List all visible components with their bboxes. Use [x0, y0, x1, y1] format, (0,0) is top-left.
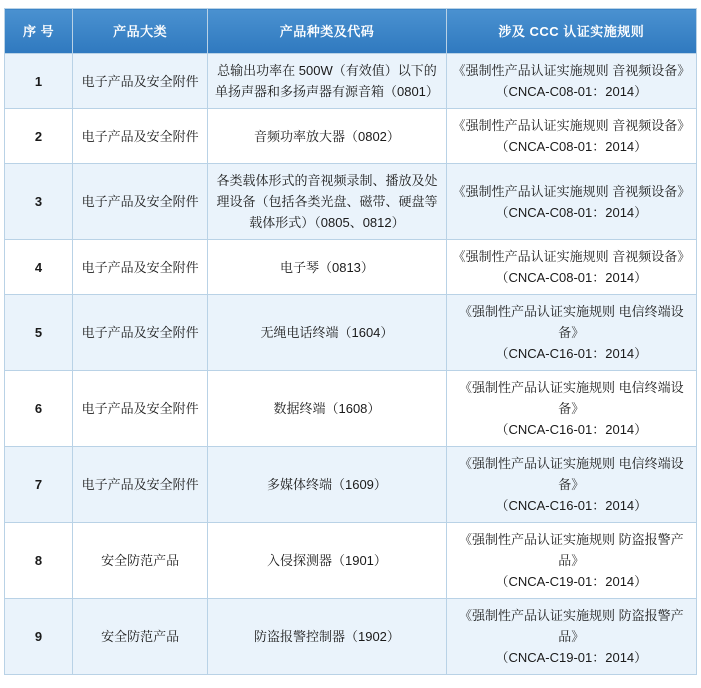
cell-number: 6 [5, 371, 73, 447]
column-header-category: 产品大类 [73, 9, 208, 54]
cell-rule-line: （CNCA-C08-01：2014） [495, 204, 648, 220]
cell-rule-line: （CNCA-C19-01：2014） [495, 650, 648, 665]
cell-number: 2 [5, 109, 73, 164]
cell-rule [446, 371, 696, 447]
cell-product-kind [208, 295, 446, 371]
column-header-number: 序 号 [5, 9, 73, 54]
table-row [5, 447, 697, 523]
column-header-rule: 涉及 CCC 认证实施规则 [446, 9, 696, 54]
cell-product-kind [208, 371, 446, 447]
cell-product-kind-line: 单扬声器和多扬声器有源音箱（0801） [214, 84, 439, 99]
cell-product-kind [208, 523, 446, 599]
cell-rule [446, 599, 696, 675]
cell-product-kind-line: 多媒体终端（1609） [266, 477, 387, 492]
cell-category: 电子产品及安全附件 [73, 164, 208, 240]
cell-rule-line: （CNCA-C16-01：2014） [495, 498, 648, 513]
cell-rule-line: （CNCA-C08-01：2014） [495, 270, 648, 285]
cell-number: 4 [5, 240, 73, 295]
cell-rule [446, 447, 696, 523]
cell-product-kind-line: 载体形式）（0805、0812） [249, 215, 405, 230]
table-row [5, 164, 697, 240]
table-body [5, 54, 697, 675]
table-row [5, 295, 697, 371]
cell-rule [446, 523, 696, 599]
cell-rule-line: 《强制性产品认证实施规则 电信终端设备》 [459, 456, 684, 492]
cell-product-kind-line: 各类载体形式的音视频录制、播放及处 [216, 173, 438, 188]
cell-rule-line: 《强制性产品认证实施规则 音视频设备》 [452, 118, 691, 133]
cell-product-kind [208, 447, 446, 523]
table-row [5, 54, 697, 109]
table-row [5, 109, 697, 164]
cell-rule [446, 109, 696, 164]
ccc-certification-table [4, 8, 697, 675]
cell-number: 9 [5, 599, 73, 675]
cell-product-kind [208, 109, 446, 164]
cell-product-kind-line: 无绳电话终端（1604） [260, 325, 394, 340]
cell-rule-line: （CNCA-C19-01：2014） [495, 574, 648, 589]
cell-number: 8 [5, 523, 73, 599]
cell-rule [446, 164, 696, 240]
table-header [5, 9, 697, 54]
cell-category: 电子产品及安全附件 [73, 447, 208, 523]
cell-rule-line: 《强制性产品认证实施规则 音视频设备》 [452, 63, 691, 78]
cell-product-kind-line: 入侵探测器（1901） [266, 553, 387, 568]
cell-rule-line: （CNCA-C08-01：2014） [495, 84, 648, 99]
cell-product-kind-line: 电子琴（0813） [279, 259, 374, 275]
table-row [5, 240, 697, 295]
cell-rule [446, 295, 696, 371]
cell-number: 3 [5, 164, 73, 240]
cell-product-kind [208, 599, 446, 675]
cell-rule-line: 《强制性产品认证实施规则 音视频设备》 [452, 249, 691, 264]
cell-category: 电子产品及安全附件 [73, 54, 208, 109]
cell-rule-line: 《强制性产品认证实施规则 防盗报警产品》 [459, 608, 684, 644]
cell-rule-line: （CNCA-C16-01：2014） [495, 422, 648, 437]
cell-product-kind [208, 54, 446, 109]
cell-category: 电子产品及安全附件 [73, 371, 208, 447]
cell-rule-line: （CNCA-C16-01：2014） [495, 346, 648, 361]
cell-product-kind-line: 音频功率放大器（0802） [253, 128, 400, 144]
cell-product-kind-line: 数据终端（1608） [273, 401, 381, 416]
cell-product-kind-line: 理设备（包括各类光盘、磁带、硬盘等 [216, 194, 438, 209]
cell-category: 电子产品及安全附件 [73, 295, 208, 371]
cell-rule-line: 《强制性产品认证实施规则 音视频设备》 [452, 183, 691, 199]
table-row [5, 599, 697, 675]
cell-rule-line: （CNCA-C08-01：2014） [495, 139, 648, 154]
cell-number: 1 [5, 54, 73, 109]
column-header-product-kind: 产品种类及代码 [208, 9, 446, 54]
cell-rule-line: 《强制性产品认证实施规则 电信终端设备》 [459, 304, 684, 340]
cell-category: 安全防范产品 [73, 523, 208, 599]
cell-product-kind [208, 164, 446, 240]
table-row [5, 523, 697, 599]
cell-product-kind-line: 防盗报警控制器（1902） [253, 629, 400, 644]
table-header-row [5, 9, 697, 54]
cell-category: 电子产品及安全附件 [73, 240, 208, 295]
cell-rule [446, 240, 696, 295]
table-row [5, 371, 697, 447]
cell-rule [446, 54, 696, 109]
cell-number: 7 [5, 447, 73, 523]
cell-category: 安全防范产品 [73, 599, 208, 675]
cell-rule-line: 《强制性产品认证实施规则 电信终端设备》 [459, 380, 684, 416]
cell-product-kind-line: 总输出功率在 500W（有效值）以下的 [217, 63, 437, 78]
cell-number: 5 [5, 295, 73, 371]
cell-category: 电子产品及安全附件 [73, 109, 208, 164]
cell-rule-line: 《强制性产品认证实施规则 防盗报警产品》 [459, 532, 684, 568]
cell-product-kind [208, 240, 446, 295]
